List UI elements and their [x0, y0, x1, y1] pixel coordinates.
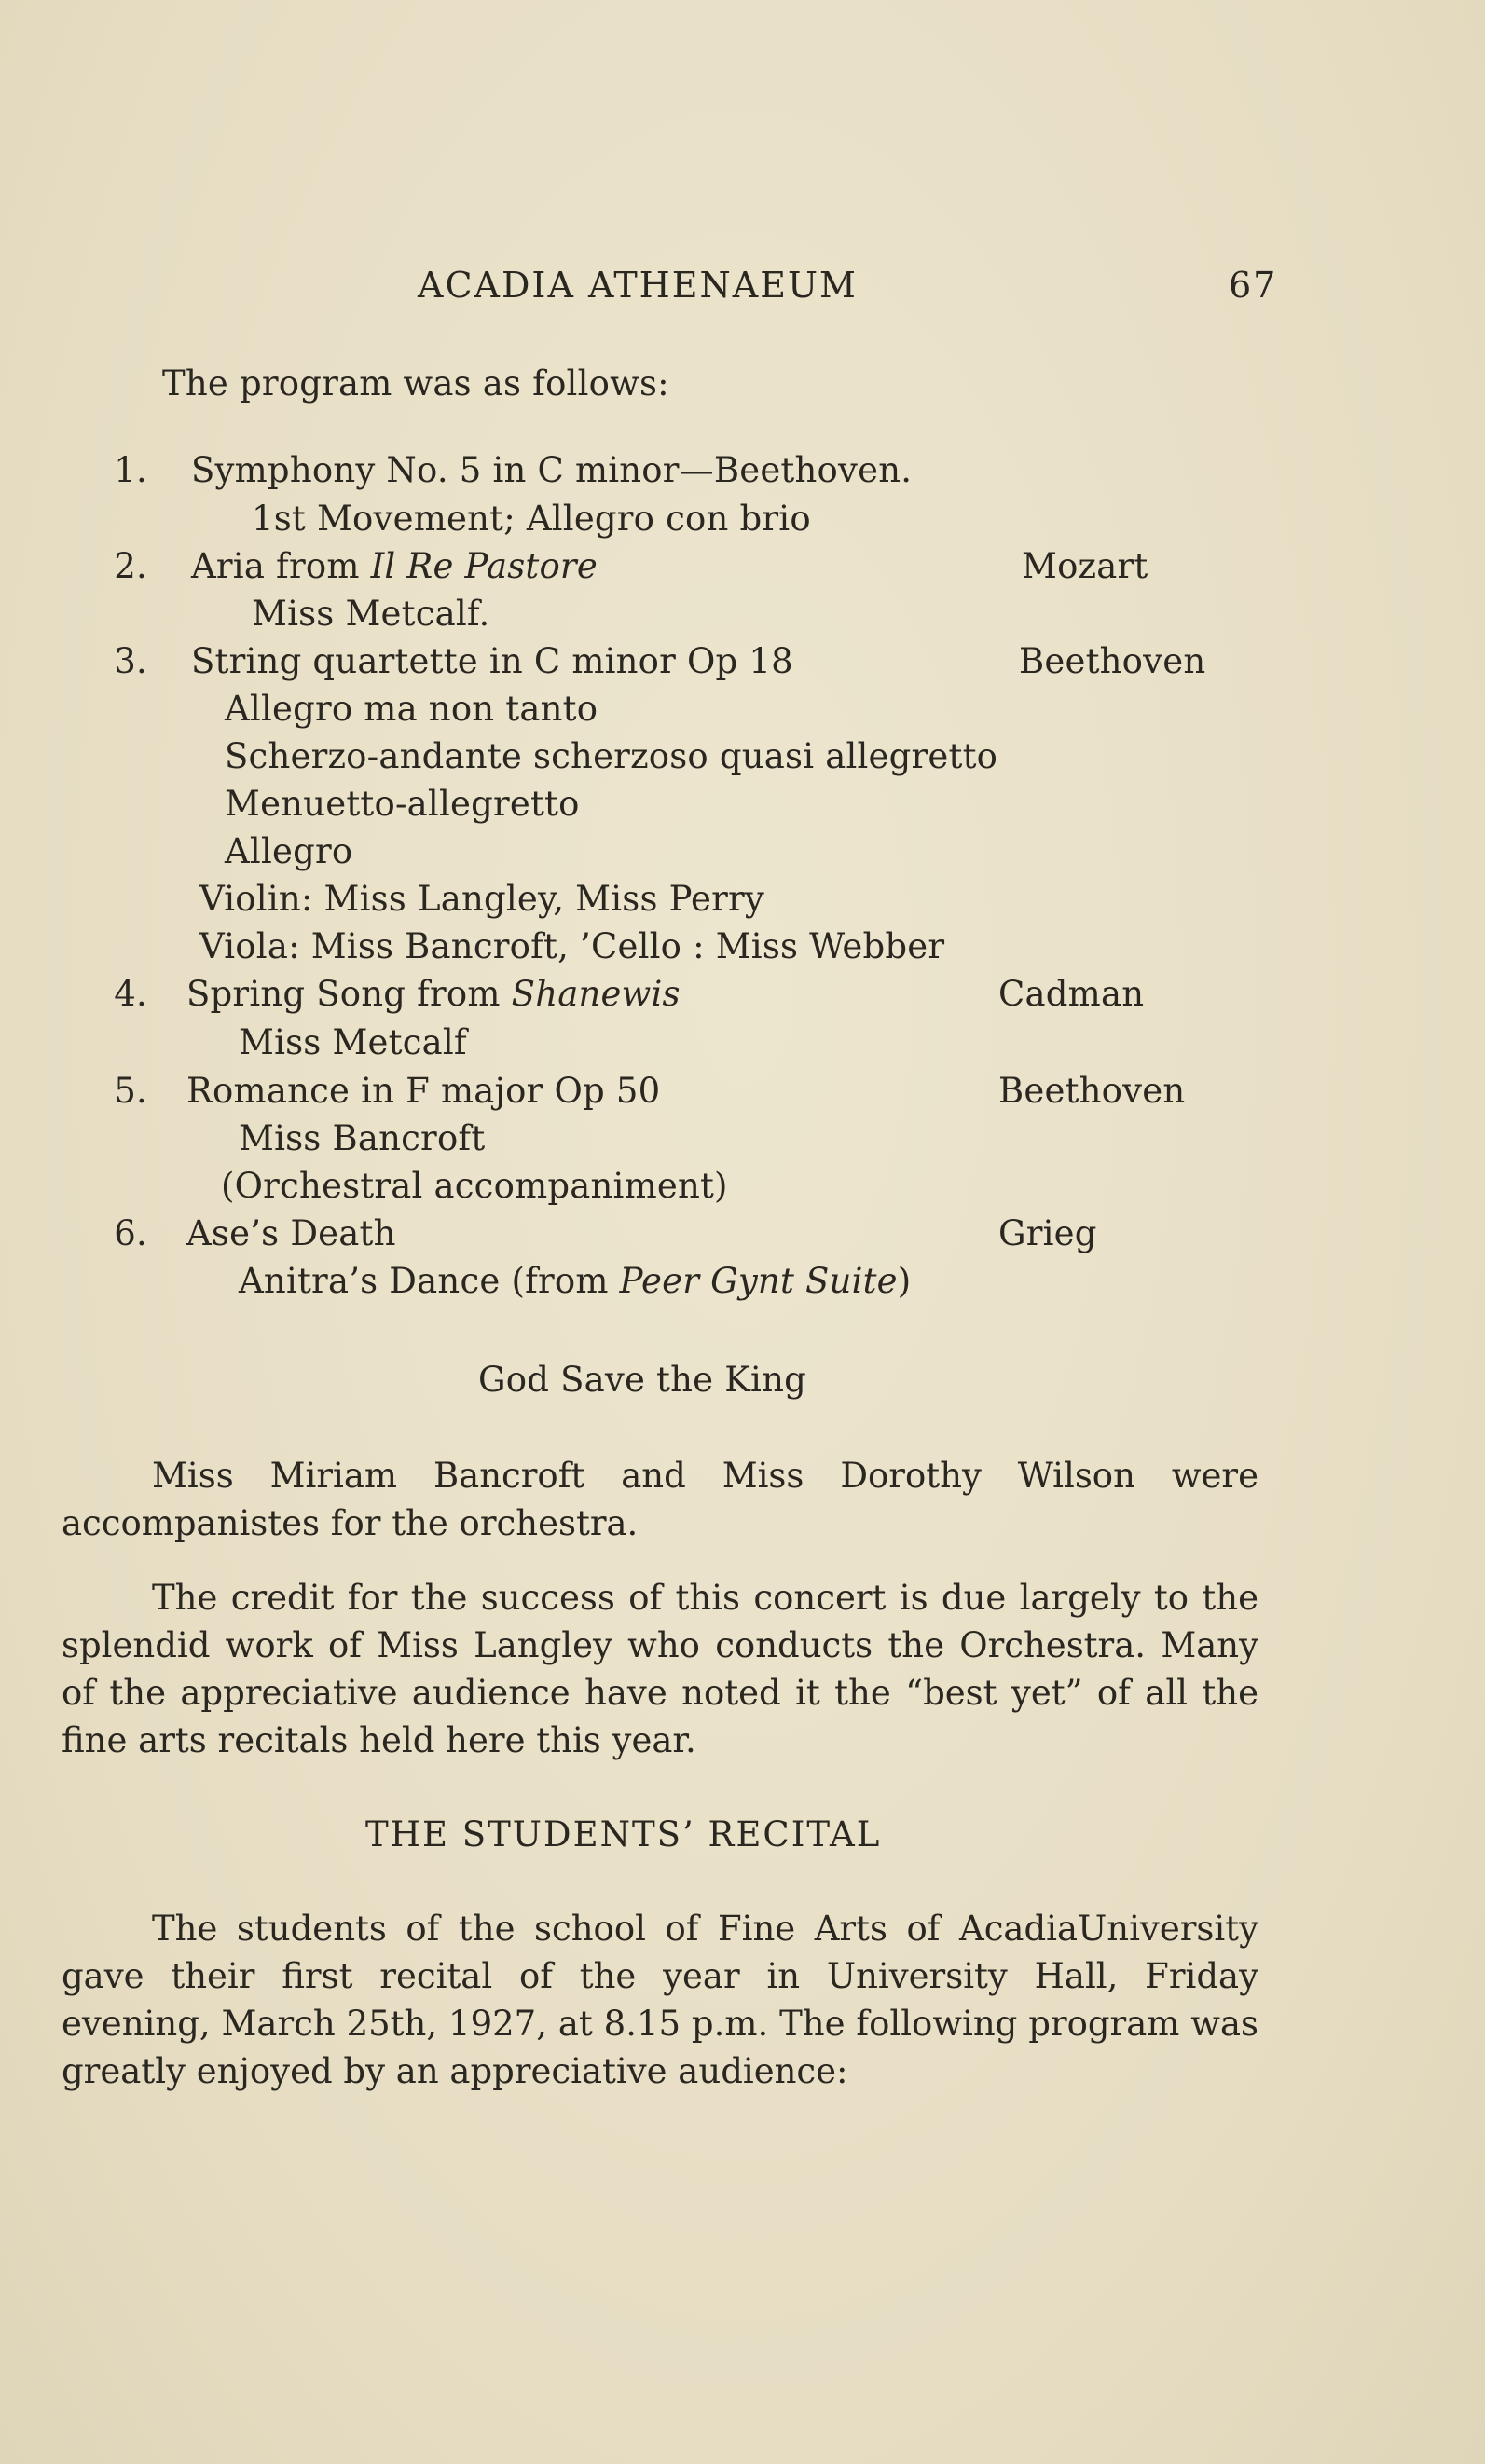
- item-6-subtitle: Anitra’s Dance (from Peer Gynt Suite): [239, 1261, 912, 1301]
- item-6-title: Ase’s Death: [186, 1213, 396, 1253]
- item-5-title: Romance in F major Op 50: [186, 1071, 661, 1111]
- item-6-composer: Grieg: [998, 1213, 1097, 1253]
- item-4-number: 4.: [114, 974, 147, 1014]
- item-5-performer: Miss Bancroft: [239, 1118, 486, 1158]
- item-4-title: Spring Song from Shanewis: [186, 974, 681, 1014]
- item-5-composer: Beethoven: [998, 1071, 1186, 1111]
- item-4-composer: Cadman: [998, 974, 1145, 1014]
- section-heading: THE STUDENTS’ RECITAL: [365, 1814, 882, 1855]
- page-number: 67: [1229, 265, 1278, 306]
- item-2-number: 2.: [114, 546, 147, 586]
- item-3-movement-1: Allegro ma non tanto: [225, 689, 598, 729]
- accompanists-paragraph: Miss Miriam Bancroft and Miss Dorothy Wilson were accompanistes for the orchestra.: [62, 1456, 1258, 1543]
- item-2-composer: Mozart: [1022, 546, 1148, 586]
- item-3-movement-4: Allegro: [225, 831, 353, 871]
- item-3-movement-2: Scherzo-andante scherzoso quasi allegretto: [225, 736, 998, 776]
- item-3-viola-cello: Viola: Miss Bancroft, ’Cello : Miss Webber: [199, 926, 945, 966]
- item-5-number: 5.: [114, 1071, 147, 1111]
- item-4-performer: Miss Metcalf: [239, 1022, 467, 1062]
- item-3-movement-3: Menuetto-allegretto: [225, 784, 580, 824]
- item-1-movement: 1st Movement; Allegro con brio: [252, 499, 811, 539]
- running-head-title: ACADIA ATHENAEUM: [418, 265, 858, 306]
- item-3-composer: Beethoven: [1019, 641, 1206, 681]
- item-1-title: Symphony No. 5 in C minor—Beethoven.: [191, 450, 913, 490]
- item-2-title: Aria from Il Re Pastore: [191, 546, 598, 586]
- program-intro: The program was as follows:: [162, 363, 669, 404]
- item-2-performer: Miss Metcalf.: [252, 594, 490, 634]
- item-1-number: 1.: [114, 450, 147, 490]
- item-3-title: String quartette in C minor Op 18: [191, 641, 793, 681]
- item-6-number: 6.: [114, 1213, 147, 1253]
- item-3-violin: Violin: Miss Langley, Miss Perry: [199, 879, 765, 919]
- item-3-number: 3.: [114, 641, 147, 681]
- item-5-note: (Orchestral accompaniment): [221, 1166, 728, 1206]
- students-recital-paragraph: The students of the school of Fine Arts of AcadiaUniversity gave their first recital of the year in University Hall, Friday evening, March 25th, 1927, at 8.15 p.m. The following program was greatly enjoyed by an appreciative audience:: [62, 1909, 1258, 2091]
- credit-paragraph: The credit for the success of this concert is due largely to the splendid work of Miss Langley who conducts the Orchestra. Many of the appreciative audience have noted it the “best yet” of all the fine arts recitals held here this year.: [62, 1578, 1258, 1760]
- closing-anthem: God Save the King: [478, 1360, 806, 1400]
